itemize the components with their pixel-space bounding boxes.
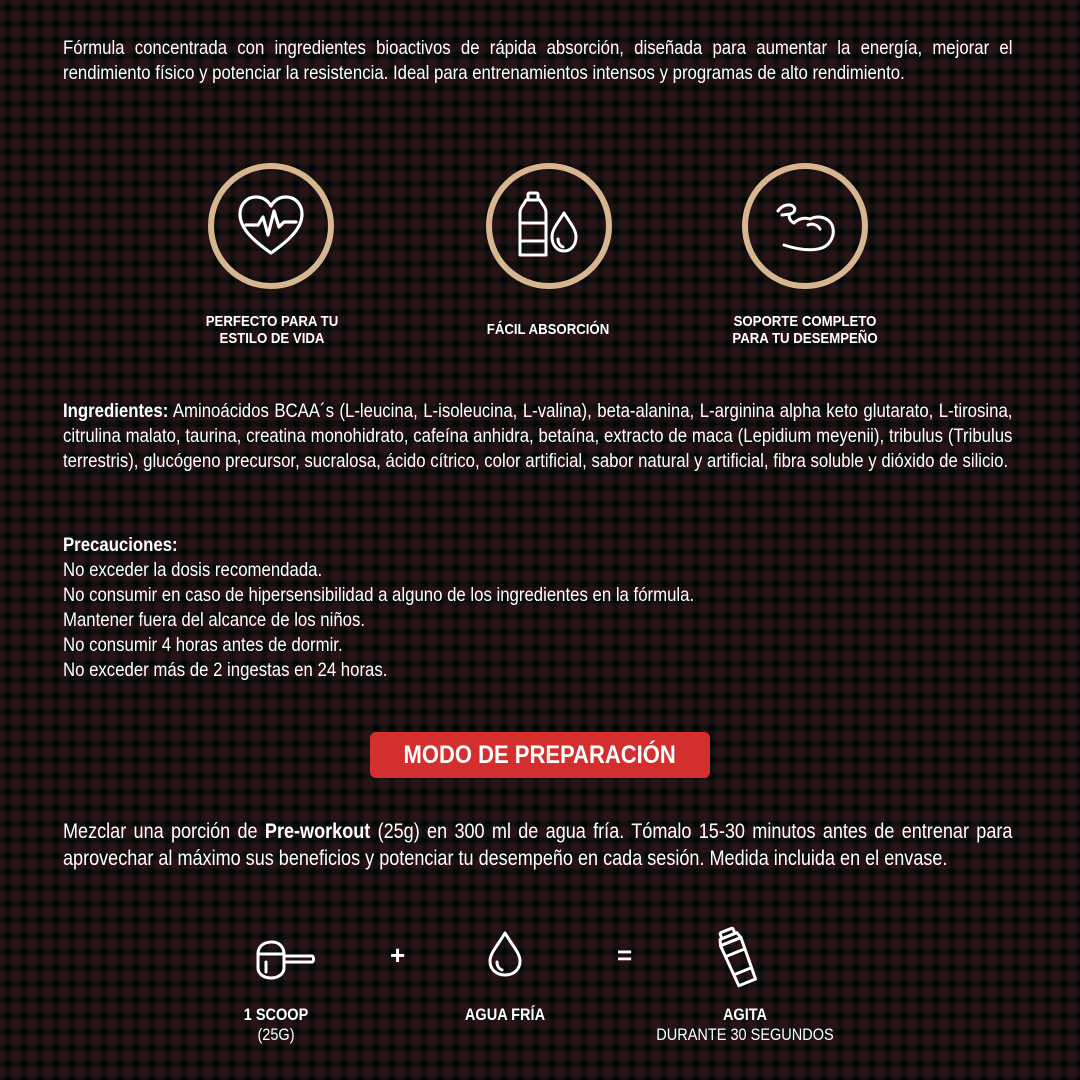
equals-sign: =: [617, 940, 633, 970]
precaution-item: No consumir 4 horas antes de dormir.: [63, 634, 343, 656]
bottle-drop-icon: [512, 189, 586, 263]
precaution-item: Mantener fuera del alcance de los niños.: [63, 609, 366, 631]
feature-circle-absorption: [486, 163, 612, 289]
step-label-scoop: 1 SCOOP (25G): [243, 1006, 309, 1044]
water-drop-icon: [486, 930, 524, 978]
precaution-item: No consumir en caso de hipersensibilidad a alguno de los ingredientes en la fórmula.: [63, 584, 695, 606]
ingredients-label: Ingredientes:: [63, 400, 169, 422]
preparation-paragraph: Mezclar una porción de Pre-workout (25g) en 300 ml de agua fría. Tómalo 15-30 minutos antes de entrenar para aprovechar al máximo sus beneficios y potenciar tu desempeño en cada sesión. Medida incluida en el envase.: [63, 820, 1013, 870]
feature-label-absorption: FÁCIL ABSORCIÓN: [486, 321, 610, 338]
heart-pulse-icon: [234, 189, 308, 263]
ingredients-text: Aminoácidos BCAA´s (L-leucina, L-isoleucina, L-valina), beta-alanina, L-arginina alpha keto glutarato, L-tirosina, citrulina malato, taurina, creatina monohidrato, cafeína anhidra, betaína, extracto de maca (Lepidium meyenii), tribulus (Tribulus terrestris), glucógeno precursor, sucralosa, ácido cítrico, color artificial, sabor natural y artificial, fibra soluble y dióxido de silicio.: [63, 400, 1013, 472]
step-label-shake: AGITA DURANTE 30 SEGUNDOS: [656, 1006, 834, 1044]
intro-paragraph: Fórmula concentrada con ingredientes bioactivos de rápida absorción, diseñada para aumentar la energía, mejorar el rendimiento físico y potenciar la resistencia. Ideal para entrenamientos intensos y programas de alto rendimiento.: [63, 37, 1013, 84]
feature-circle-performance: [742, 163, 868, 289]
precautions-block: [63, 533, 923, 683]
step-label-water: AGUA FRÍA: [464, 1006, 546, 1024]
precautions-title: Precauciones:: [63, 534, 178, 556]
feature-label-lifestyle: PERFECTO PARA TU ESTILO DE VIDA: [205, 313, 339, 347]
shaker-bottle-icon: [710, 926, 766, 988]
feature-label-performance: SOPORTE COMPLETO PARA TU DESEMPEÑO: [732, 313, 878, 347]
flexed-arm-icon: [768, 189, 842, 263]
preparation-badge: MODO DE PREPARACIÓN: [370, 732, 710, 778]
scoop-icon: [254, 940, 316, 980]
precaution-item: No exceder más de 2 ingestas en 24 horas.: [63, 659, 388, 681]
ingredients-paragraph: [63, 399, 1012, 474]
feature-circle-lifestyle: [208, 163, 334, 289]
product-name: Pre-workout: [264, 820, 371, 843]
plus-sign: +: [390, 940, 406, 970]
precaution-item: No exceder la dosis recomendada.: [63, 559, 323, 581]
